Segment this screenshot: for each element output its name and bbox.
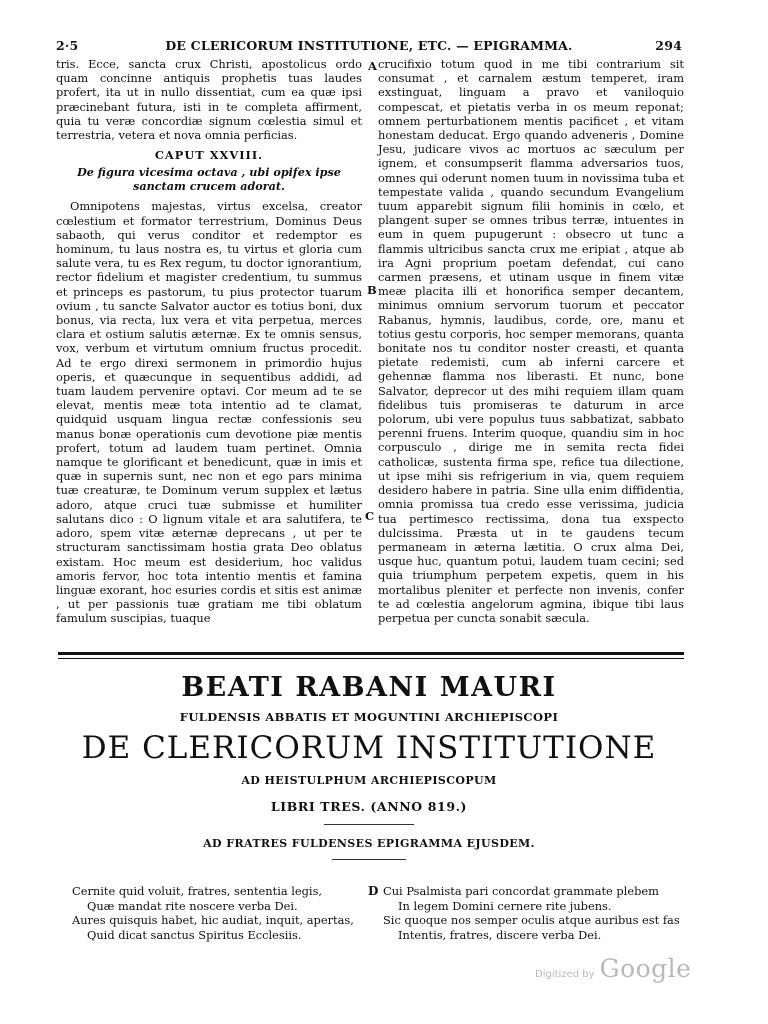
short-divider-2 bbox=[332, 859, 406, 860]
epigram-line: Quid dicat sanctus Spiritus Ecclesiis. bbox=[87, 927, 302, 942]
title-block bbox=[56, 672, 682, 860]
chapter-heading: CAPUT XXVIII. bbox=[154, 148, 264, 163]
left-column bbox=[56, 57, 362, 626]
watermark-prefix: Digitized by bbox=[535, 969, 595, 980]
epigram-heading: AD FRATRES FULDENSES EPIGRAMMA EJUSDEM. bbox=[203, 837, 535, 850]
author-title: BEATI RABANI MAURI bbox=[181, 672, 557, 703]
margin-marker-a: A bbox=[368, 59, 377, 73]
left-opening-paragraph: tris. Ecce, sancta crux Christi, apostolicus ordo quam concinne antiquis prophetis tuas laudes profert, ita ut in nullo dissentiat, cum ea quæ ipsi præcinebant futura, isti in te completa affirment, quia tu veræ concordiæ signum cœlestia simul et terrestria, vetera et nova omnia perficias. bbox=[56, 57, 362, 143]
books-line: LIBRI TRES. (ANNO 819.) bbox=[270, 799, 468, 814]
epigram-line: In legem Domini cernere rite jubens. bbox=[398, 898, 612, 913]
running-title: DE CLERICORUM INSTITUTIONE, ETC. — EPIGRAMMA. bbox=[165, 38, 573, 53]
work-title: DE CLERICORUM INSTITUTIONE bbox=[81, 730, 657, 766]
right-paragraph: crucifixio totum quod in me tibi contrarium sit consumat , et carnalem æstum temperet, iram exstinguat, linguam a pravo et vaniloquio compescat, et pietatis verba in os meum reponat; omnem perturbationem mentis pacificet , et vitam honestam deducat. Ergo quando adveneris , Domine Jesu, judicare vivos ac mortuos ac sæculum per ignem, et consumpserit flamma adversarios tuos, omnes qui oderunt nomen tuum in novissima tuba et tempestate valida , quando secundum Evangelium tuum apparebit signum filii hominis in cœlo, et plangent super se omnes tribus terræ, intuentes in eum in quem pupugerunt : obsecro ut tunc a flammis ultricibus sancta crux me eripiat , atque ab ira Agni proprium poetam defendat, cui cano carmen præsens, et utinam usque in finem vitæ meæ placita illi et honorifica semper decantem, minimus omnium servorum tuorum et peccator Rabanus, hymnis, laudibus, corde, ore, manu et totius gestu corporis, hoc semper memorans, quanta bonitate nos tu conditor noster creasti, et quanta pietate redemisti, cum ab inferni carcere et gehennæ flamma nos liberasti. Et nunc, bone Salvator, deprecor ut des mihi requiem illam quam fidelibus tuis promiseras te daturum in arce polorum, ubi vere populus tuus sabbatizat, sabbato perenni fruens. Interim quoque, quandiu sim in hoc corpusculo , dirige me in semita recta fidei catholicæ, sustenta firma spe, refice tua dilectione, ut ipse mihi sis refrigerium in via, quem requiem desidero habere in patria. Sine ulla enim diffidentia, omnia promissa tua credo esse verissima, judicia tua pertimesco rectissima, dona tua exspecto dulcissima. Præsta ut in te gaudens tecum permaneam in æterna lætitia. O crux alma Dei, usque huc, quantum potui, laudem tuam cecini; sed quia triumphum perpetem expetis, quem in his mortalibus pleniter et perfecte non invenis, confer te ad cœlestia angelorum agmina, ibique tibi laus perpetua per cuncta sonabit sæcula. bbox=[378, 57, 684, 625]
epigram-line: Sic quoque nos semper oculis atque auribus est fas bbox=[383, 913, 680, 928]
google-logo: Google bbox=[599, 954, 692, 983]
margin-marker-c: C bbox=[365, 509, 375, 523]
page-number-left: 2·5 bbox=[56, 38, 79, 53]
margin-marker-d: D bbox=[368, 884, 379, 898]
epigram-line: Aures quisquis habet, hic audiat, inquit, apertas, bbox=[72, 913, 354, 928]
epigram-right-column bbox=[383, 884, 683, 942]
page-number-right: 294 bbox=[655, 38, 682, 53]
epigram-line: Cernite quid voluit, fratres, sententia legis, bbox=[72, 884, 323, 898]
short-divider bbox=[324, 824, 414, 825]
margin-marker-b: B bbox=[367, 283, 377, 297]
epigram-line: Intentis, fratres, discere verba Dei. bbox=[398, 927, 602, 942]
right-column bbox=[378, 57, 684, 625]
epigram-line: Quæ mandat rite noscere verba Dei. bbox=[87, 898, 298, 913]
epigram-line: Cui Psalmista pari concordat grammate plebem bbox=[383, 884, 659, 898]
chapter-subtitle: De figura vicesima octava , ubi opifex ipse sanctam crucem adorat. bbox=[77, 165, 341, 193]
google-digitized-watermark bbox=[535, 954, 691, 983]
epigram-left-column bbox=[72, 884, 352, 942]
dedication-line: AD HEISTULPHUM ARCHIEPISCOPUM bbox=[241, 774, 497, 787]
left-main-paragraph: Omnipotens majestas, virtus excelsa, creator cœlestium et formator terrestrium, Dominus Deus sabaoth, qui verus conditor et redemptor es hominum, tu laus nostra es, tu virtus et gloria cum salute vera, tu es Rex regum, tu doctor ignorantium, rector fidelium et magister credentium, tu summus et princeps es pastorum, tu pius protector tuarum ovium , tu sancte Salvator auctor es totius boni, dux bonus, via recta, lux vera et vita perpetua, merces clara et ostium salutis æternæ. Ex te omnis sensus, vox, verbum et virtutum omnium fructus procedit. Ad te ergo direxi sermonem in primordio hujus operis, et quæcunque in sequentibus addidi, ad tuam laudem pervenire optavi. Cor meum ad te se elevat, mentis meæ tota intentio ad te clamat, quidquid usquam lingua rectæ confessionis seu manus bonæ operationis cum devotione piæ mentis profert, totum ad laudem tuam pertinet. Omnia namque te glorificant et benedicunt, quæ in imis et quæ in supernis sunt, nec non et ego pars minima tuæ creaturæ, te Dominum verum supplex et lætus adoro, atque cruci tuæ submisse et humiliter salutans dico : O lignum vitale et ara salutifera, te adoro, spem vitæ æternæ deprecans , ut per te structuram sanctissimam hostia grata Deo oblatus existam. Hoc meum est desiderium, hoc validus amoris fervor, hoc tota intentio mentis et famina linguæ exorant, hoc esuries cordis et sitis est animæ , ut per passionis tuæ gratiam me tibi oblatum famulum suscipias, tuaque bbox=[56, 199, 362, 626]
author-offices: FULDENSIS ABBATIS ET MOGUNTINI ARCHIEPISCOPI bbox=[179, 710, 559, 724]
running-header bbox=[56, 38, 682, 54]
section-divider-thin bbox=[58, 658, 684, 659]
section-divider-thick bbox=[58, 652, 684, 655]
